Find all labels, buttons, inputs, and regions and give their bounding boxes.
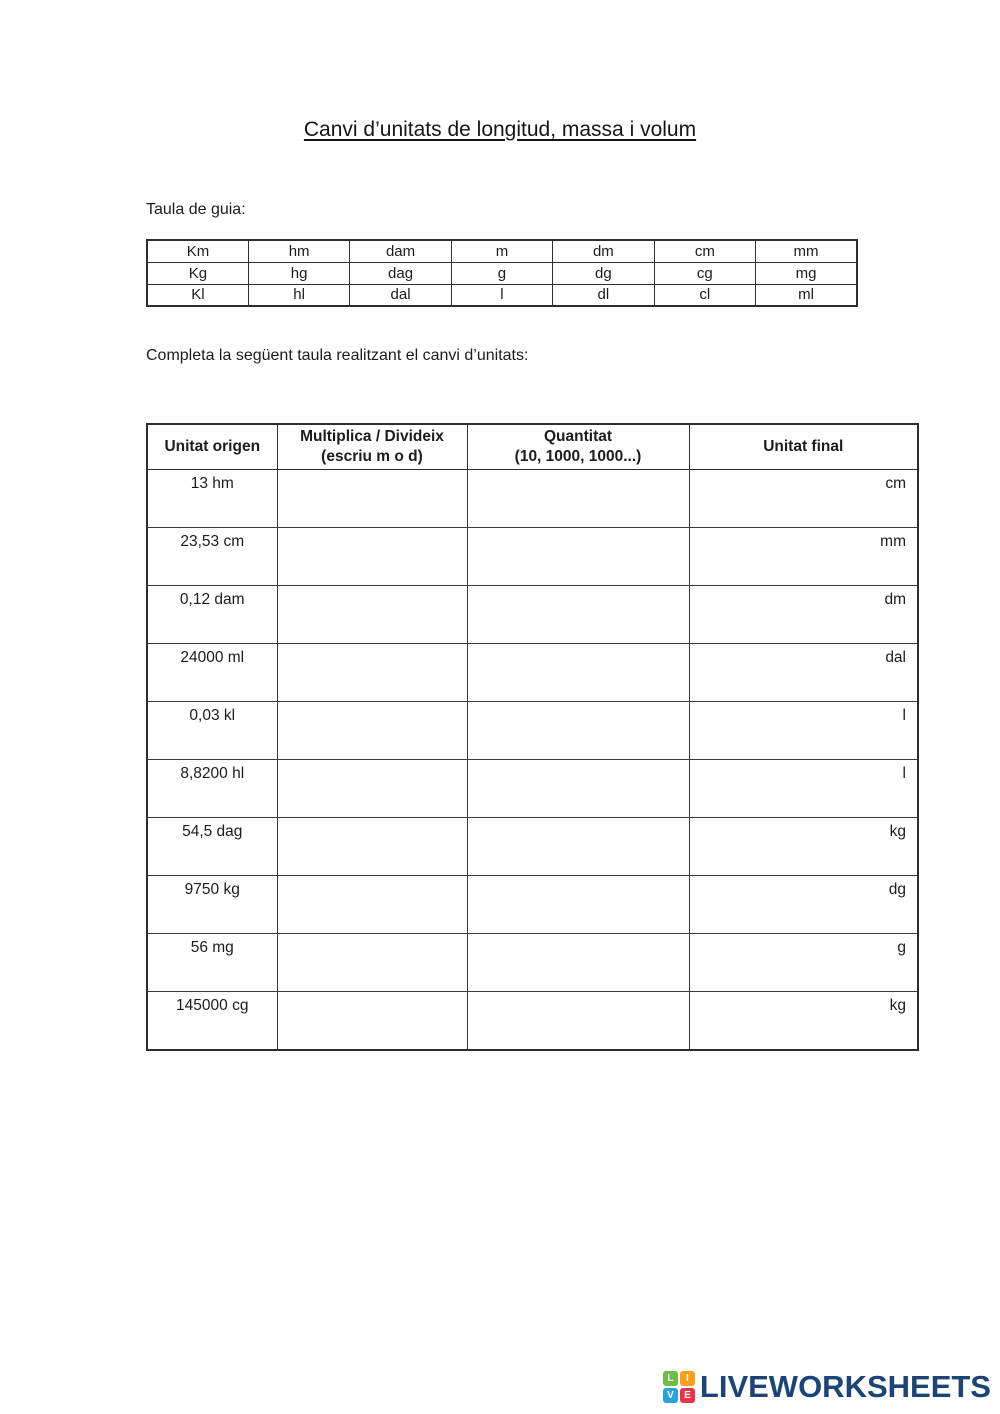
conversion-row [147, 876, 918, 934]
multiply-divide-answer-cell[interactable] [277, 702, 467, 760]
final-unit-cell: dg [689, 876, 918, 934]
final-unit-cell: mm [689, 528, 918, 586]
conversion-row [147, 702, 918, 760]
guide-cell: m [451, 240, 552, 262]
multiply-divide-answer-cell[interactable] [277, 992, 467, 1050]
liveworksheets-logo [663, 1369, 991, 1405]
origin-unit-cell: 145000 cg [147, 992, 277, 1050]
guide-cell: g [451, 262, 552, 284]
multiply-divide-answer-cell[interactable] [277, 586, 467, 644]
liveworksheets-wordmark: LIVEWORKSHEETS [699, 1369, 991, 1404]
origin-unit-cell: 13 hm [147, 470, 277, 528]
unit-guide-table [146, 239, 858, 307]
header-line1: Multiplica / Divideix [300, 428, 444, 445]
conversion-header-row [147, 424, 918, 470]
origin-unit-cell: 54,5 dag [147, 818, 277, 876]
quantity-answer-cell[interactable] [467, 470, 689, 528]
origin-unit-cell: 9750 kg [147, 876, 277, 934]
guide-cell: mg [756, 262, 857, 284]
guide-cell: cl [654, 284, 755, 306]
origin-unit-cell: 0,03 kl [147, 702, 277, 760]
conversion-row [147, 586, 918, 644]
guide-cell: mm [756, 240, 857, 262]
guide-cell: ml [756, 284, 857, 306]
final-unit-cell: dal [689, 644, 918, 702]
guide-table-label: Taula de guia: [146, 201, 246, 218]
origin-unit-cell: 24000 ml [147, 644, 277, 702]
origin-unit-cell: 56 mg [147, 934, 277, 992]
quantity-answer-cell[interactable] [467, 644, 689, 702]
header-unitat-final [689, 424, 918, 470]
header-line1: Unitat origen [164, 438, 261, 455]
logo-tile-v: V [663, 1388, 678, 1403]
final-unit-cell: l [689, 702, 918, 760]
guide-row-volume [147, 284, 857, 306]
logo-tile-i: I [680, 1371, 695, 1386]
liveworksheets-logo-icon [663, 1371, 695, 1403]
guide-cell: hm [248, 240, 349, 262]
origin-unit-cell: 0,12 dam [147, 586, 277, 644]
guide-cell: dal [350, 284, 451, 306]
conversion-row [147, 992, 918, 1050]
conversion-table [146, 423, 919, 1051]
guide-row-length [147, 240, 857, 262]
conversion-row [147, 818, 918, 876]
quantity-answer-cell[interactable] [467, 992, 689, 1050]
header-line1: Unitat final [763, 438, 844, 455]
guide-cell: dam [350, 240, 451, 262]
quantity-answer-cell[interactable] [467, 528, 689, 586]
header-multiplica-divideix [277, 424, 467, 470]
quantity-answer-cell[interactable] [467, 876, 689, 934]
guide-cell: hl [248, 284, 349, 306]
instruction-text: Completa la següent taula realitzant el canvi d’unitats: [146, 347, 529, 364]
final-unit-cell: dm [689, 586, 918, 644]
quantity-answer-cell[interactable] [467, 586, 689, 644]
final-unit-cell: kg [689, 818, 918, 876]
multiply-divide-answer-cell[interactable] [277, 528, 467, 586]
quantity-answer-cell[interactable] [467, 934, 689, 992]
guide-cell: cg [654, 262, 755, 284]
final-unit-cell: g [689, 934, 918, 992]
conversion-row [147, 644, 918, 702]
multiply-divide-answer-cell[interactable] [277, 818, 467, 876]
header-quantitat [467, 424, 689, 470]
conversion-row [147, 934, 918, 992]
multiply-divide-answer-cell[interactable] [277, 644, 467, 702]
origin-unit-cell: 23,53 cm [147, 528, 277, 586]
final-unit-cell: kg [689, 992, 918, 1050]
guide-cell: dm [553, 240, 654, 262]
origin-unit-cell: 8,8200 hl [147, 760, 277, 818]
guide-cell: hg [248, 262, 349, 284]
guide-cell: Kl [147, 284, 248, 306]
header-unitat-origen [147, 424, 277, 470]
guide-cell: dag [350, 262, 451, 284]
quantity-answer-cell[interactable] [467, 818, 689, 876]
final-unit-cell: l [689, 760, 918, 818]
guide-cell: Kg [147, 262, 248, 284]
quantity-answer-cell[interactable] [467, 760, 689, 818]
multiply-divide-answer-cell[interactable] [277, 760, 467, 818]
header-line1: Quantitat [543, 428, 613, 445]
page-title: Canvi d’unitats de longitud, massa i volum [303, 118, 697, 141]
guide-cell: l [451, 284, 552, 306]
header-line2: (10, 1000, 1000...) [514, 448, 642, 465]
logo-tile-l: L [663, 1371, 678, 1386]
multiply-divide-answer-cell[interactable] [277, 934, 467, 992]
guide-cell: dg [553, 262, 654, 284]
quantity-answer-cell[interactable] [467, 702, 689, 760]
guide-row-mass [147, 262, 857, 284]
conversion-row [147, 528, 918, 586]
final-unit-cell: cm [689, 470, 918, 528]
header-line2: (escriu m o d) [321, 448, 423, 465]
conversion-row [147, 470, 918, 528]
logo-tile-e: E [680, 1388, 695, 1403]
multiply-divide-answer-cell[interactable] [277, 876, 467, 934]
guide-cell: cm [654, 240, 755, 262]
guide-cell: Km [147, 240, 248, 262]
conversion-row [147, 760, 918, 818]
guide-cell: dl [553, 284, 654, 306]
multiply-divide-answer-cell[interactable] [277, 470, 467, 528]
